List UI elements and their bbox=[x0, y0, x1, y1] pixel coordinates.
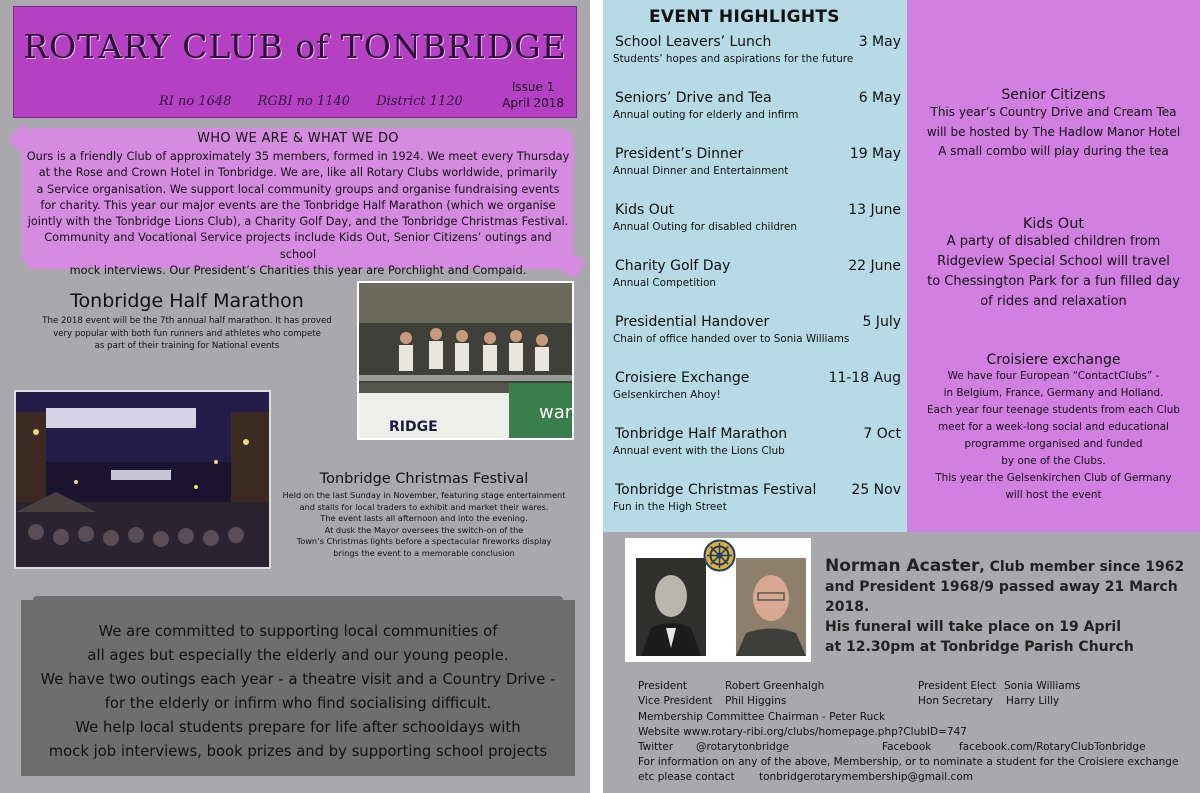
marathon-line: as part of their training for National events bbox=[94, 341, 280, 352]
event-name: School Leavers’ Lunch bbox=[615, 34, 772, 50]
croisiere-section bbox=[907, 352, 1200, 504]
website-link[interactable]: Website www.rotary-ribi.org/clubs/homepage.php?ClubID=747 bbox=[638, 726, 967, 738]
event-item bbox=[613, 34, 903, 74]
festival-line: Town’s Christmas lights before a spectacular fireworks display bbox=[296, 536, 552, 547]
event-description: Annual Competition bbox=[613, 277, 717, 289]
who-line: Community and Vocational Service projects include Kids Out, Senior Citizens’ outings and school bbox=[44, 231, 552, 261]
event-description: Annual Outing for disabled children bbox=[613, 221, 797, 233]
senior-line: This year’s Country Drive and Cream Tea bbox=[930, 105, 1177, 119]
portrait-photo-elderly bbox=[736, 558, 806, 656]
event-date: 7 Oct bbox=[863, 426, 901, 442]
croisiere-line: by one of the Clubs. bbox=[1001, 455, 1106, 467]
portrait-photo-young bbox=[636, 558, 706, 656]
senior-line: will be hosted by The Hadlow Manor Hotel bbox=[926, 124, 1181, 139]
commitment-line: We have two outings each year - a theatre visit and a Country Drive - bbox=[40, 671, 556, 689]
who-line: a Service organisation. We support local community groups and organise fundraising events bbox=[36, 182, 560, 196]
contact-role: President bbox=[638, 680, 687, 692]
commitment-line: We are committed to supporting local communities of bbox=[98, 623, 498, 640]
contact-info-line: etc please contact bbox=[638, 771, 735, 783]
issue-date: April 2018 bbox=[502, 96, 564, 110]
croisiere-line: We have four European “ContactClubs” - bbox=[947, 370, 1160, 382]
contact-email-link[interactable]: tonbridgerotarymembership@gmail.com bbox=[759, 771, 973, 783]
event-item bbox=[613, 90, 903, 130]
obituary-line: , Club member since 1962 bbox=[979, 559, 1185, 575]
event-name: Tonbridge Half Marathon bbox=[615, 426, 788, 442]
commitment-box bbox=[21, 600, 575, 776]
district-number: District 1120 bbox=[376, 94, 463, 109]
who-line: jointly with the Tonbridge Lions Club), a Charity Golf Day, and the Tonbridge Christmas Festival. bbox=[27, 215, 569, 229]
contact-role: Hon Secretary bbox=[918, 695, 993, 707]
event-name: Seniors’ Drive and Tea bbox=[615, 90, 772, 106]
rgbi-number: RGBI no 1140 bbox=[257, 94, 351, 109]
marathon-photo bbox=[357, 281, 574, 440]
event-name: President’s Dinner bbox=[615, 146, 744, 162]
event-description: Annual event with the Lions Club bbox=[613, 445, 785, 457]
croisiere-line: This year the Gelsenkirchen Club of Germany bbox=[935, 472, 1172, 484]
masthead bbox=[13, 6, 577, 118]
contact-info-line: For information on any of the above, Membership, or to nominate a student for the Croisiere exchange bbox=[638, 756, 1179, 768]
croisiere-line: Each year four teenage students from each Club bbox=[927, 404, 1180, 416]
obituary-line: His funeral will take place on 19 April bbox=[825, 619, 1122, 635]
contact-name: Robert Greenhalgh bbox=[725, 680, 825, 692]
event-date: 19 May bbox=[849, 146, 901, 162]
marathon-text bbox=[22, 315, 352, 353]
event-item bbox=[613, 482, 903, 522]
event-highlights-panel bbox=[603, 0, 907, 532]
event-name: Presidential Handover bbox=[615, 314, 770, 330]
festival-line: At dusk the Mayor oversees the switch-on of the bbox=[324, 524, 524, 535]
kids-line: of rides and relaxation bbox=[980, 294, 1127, 309]
event-item bbox=[613, 258, 903, 298]
senior-citizens-heading: Senior Citizens bbox=[1001, 87, 1106, 103]
marathon-heading: Tonbridge Half Marathon bbox=[70, 290, 304, 312]
kids-line: A party of disabled children from bbox=[946, 234, 1161, 249]
sign-text: war bbox=[539, 402, 572, 423]
kids-line: Ridgeview Special School will travel bbox=[937, 254, 1170, 269]
who-we-are-heading: WHO WE ARE & WHAT WE DO bbox=[197, 131, 399, 146]
senior-line: A small combo will play during the tea bbox=[938, 144, 1169, 159]
event-date: 6 May bbox=[858, 90, 901, 106]
banner-text: RIDGE bbox=[389, 419, 438, 435]
event-name: Croisiere Exchange bbox=[615, 370, 750, 386]
kids-out-heading: Kids Out bbox=[1022, 216, 1085, 232]
who-line: Ours is a friendly Club of approximately 35 members, formed in 1924. We meet every Thursday bbox=[26, 150, 570, 163]
contact-role: Vice President bbox=[638, 695, 713, 707]
left-page bbox=[0, 0, 590, 793]
croisiere-text bbox=[907, 368, 1200, 504]
event-item bbox=[613, 314, 903, 354]
commitment-line: all ages but especially the elderly and our young people. bbox=[87, 647, 509, 665]
event-date: 22 June bbox=[848, 258, 901, 274]
event-highlights-heading: EVENT HIGHLIGHTS bbox=[649, 7, 840, 27]
commitment-line: mock job interviews, book prizes and by supporting school projects bbox=[48, 743, 548, 761]
contact-role: Twitter bbox=[638, 741, 674, 753]
event-description: Gelsenkirchen Ahoy! bbox=[613, 389, 721, 401]
facebook-link[interactable]: facebook.com/RotaryClubTonbridge bbox=[959, 741, 1146, 753]
festival-heading: Tonbridge Christmas Festival bbox=[319, 471, 529, 487]
festival-line: The event lasts all afternoon and into the evening. bbox=[320, 513, 528, 524]
commitment-text bbox=[21, 620, 575, 765]
kids-line: to Chessington Park for a fun filled day bbox=[927, 274, 1180, 289]
festival-line: brings the event to a memorable conclusion bbox=[333, 547, 515, 558]
festival-line: and stalls for local traders to exhibit and market their wares. bbox=[299, 501, 549, 512]
event-date: 25 Nov bbox=[851, 482, 901, 498]
contact-role: President Elect bbox=[918, 680, 997, 692]
who-line: at the Rose and Crown Hotel in Tonbridge. We are, like all Rotary Clubs worldwide, primarily bbox=[38, 166, 558, 180]
news-panel bbox=[907, 0, 1200, 532]
event-name: Kids Out bbox=[615, 202, 675, 218]
who-we-are-text bbox=[26, 149, 570, 279]
commitment-line: We help local students prepare for life after schooldays with bbox=[75, 719, 521, 737]
kids-out-section bbox=[907, 216, 1200, 312]
obituary-text bbox=[825, 556, 1195, 657]
commitment-line: for the elderly or infirm who find socialising difficult. bbox=[104, 695, 492, 713]
right-page bbox=[603, 0, 1200, 793]
croisiere-line: meet for a week-long social and educational bbox=[938, 421, 1169, 433]
festival-text bbox=[275, 490, 573, 560]
contact-name: Sonia Williams bbox=[1004, 680, 1081, 692]
event-date: 11-18 Aug bbox=[828, 370, 901, 386]
event-name: Charity Golf Day bbox=[615, 258, 731, 274]
club-codes bbox=[159, 94, 485, 109]
contact-row bbox=[638, 680, 687, 692]
twitter-link[interactable]: @rotarytonbridge bbox=[696, 741, 789, 753]
ri-number: RI no 1648 bbox=[159, 94, 232, 109]
contact-name: Harry Lilly bbox=[1006, 695, 1060, 707]
event-name: Tonbridge Christmas Festival bbox=[615, 482, 817, 498]
croisiere-heading: Croisiere exchange bbox=[986, 352, 1121, 368]
event-item bbox=[613, 370, 903, 410]
marathon-line: very popular with both fun runners and athletes who compete bbox=[53, 328, 321, 339]
who-line: for charity. This year our major events are the Tonbridge Half Marathon (which we organise bbox=[40, 198, 556, 212]
event-description: Chain of office handed over to Sonia Williams bbox=[613, 333, 850, 345]
issue-info bbox=[502, 79, 564, 111]
festival-photo bbox=[14, 390, 271, 569]
event-item bbox=[613, 202, 903, 242]
obituary-line: at 12.30pm at Tonbridge Parish Church bbox=[825, 639, 1134, 655]
croisiere-line: in Belgium, France, Germany and Holland. bbox=[943, 387, 1164, 399]
marathon-line: The 2018 event will be the 7th annual half marathon. It has proved bbox=[42, 316, 332, 326]
event-date: 13 June bbox=[848, 202, 901, 218]
rotary-wheel-icon bbox=[703, 539, 736, 572]
event-description: Annual outing for elderly and infirm bbox=[613, 109, 799, 121]
event-description: Fun in the High Street bbox=[613, 501, 727, 513]
obituary-name: Norman Acaster bbox=[825, 556, 980, 576]
contact-name: Phil Higgins bbox=[725, 695, 787, 707]
event-description: Students’ hopes and aspirations for the future bbox=[613, 53, 854, 65]
who-we-are-box bbox=[22, 128, 574, 278]
who-line: mock interviews. Our President’s Charities this year are Porchlight and Compaid. bbox=[69, 264, 527, 278]
croisiere-line: will host the event bbox=[1005, 489, 1102, 501]
membership-chair: Membership Committee Chairman - Peter Ruck bbox=[638, 711, 886, 723]
issue-number: Issue 1 bbox=[511, 80, 555, 94]
croisiere-line: programme organised and funded bbox=[964, 438, 1143, 450]
event-item bbox=[613, 146, 903, 186]
senior-citizens-text bbox=[907, 103, 1200, 162]
obituary-line: and President 1968/9 passed away 21 March 2018. bbox=[825, 579, 1178, 615]
event-date: 5 July bbox=[862, 314, 901, 330]
festival-line: Held on the last Sunday in November, featuring stage entertainment bbox=[282, 490, 566, 500]
club-title: ROTARY CLUB of TONBRIDGE bbox=[23, 27, 567, 66]
senior-citizens-section bbox=[907, 87, 1200, 162]
event-date: 3 May bbox=[858, 34, 901, 50]
kids-out-text bbox=[907, 232, 1200, 312]
event-description: Annual Dinner and Entertainment bbox=[613, 165, 789, 177]
contact-role: Facebook bbox=[882, 741, 932, 753]
event-item bbox=[613, 426, 903, 466]
